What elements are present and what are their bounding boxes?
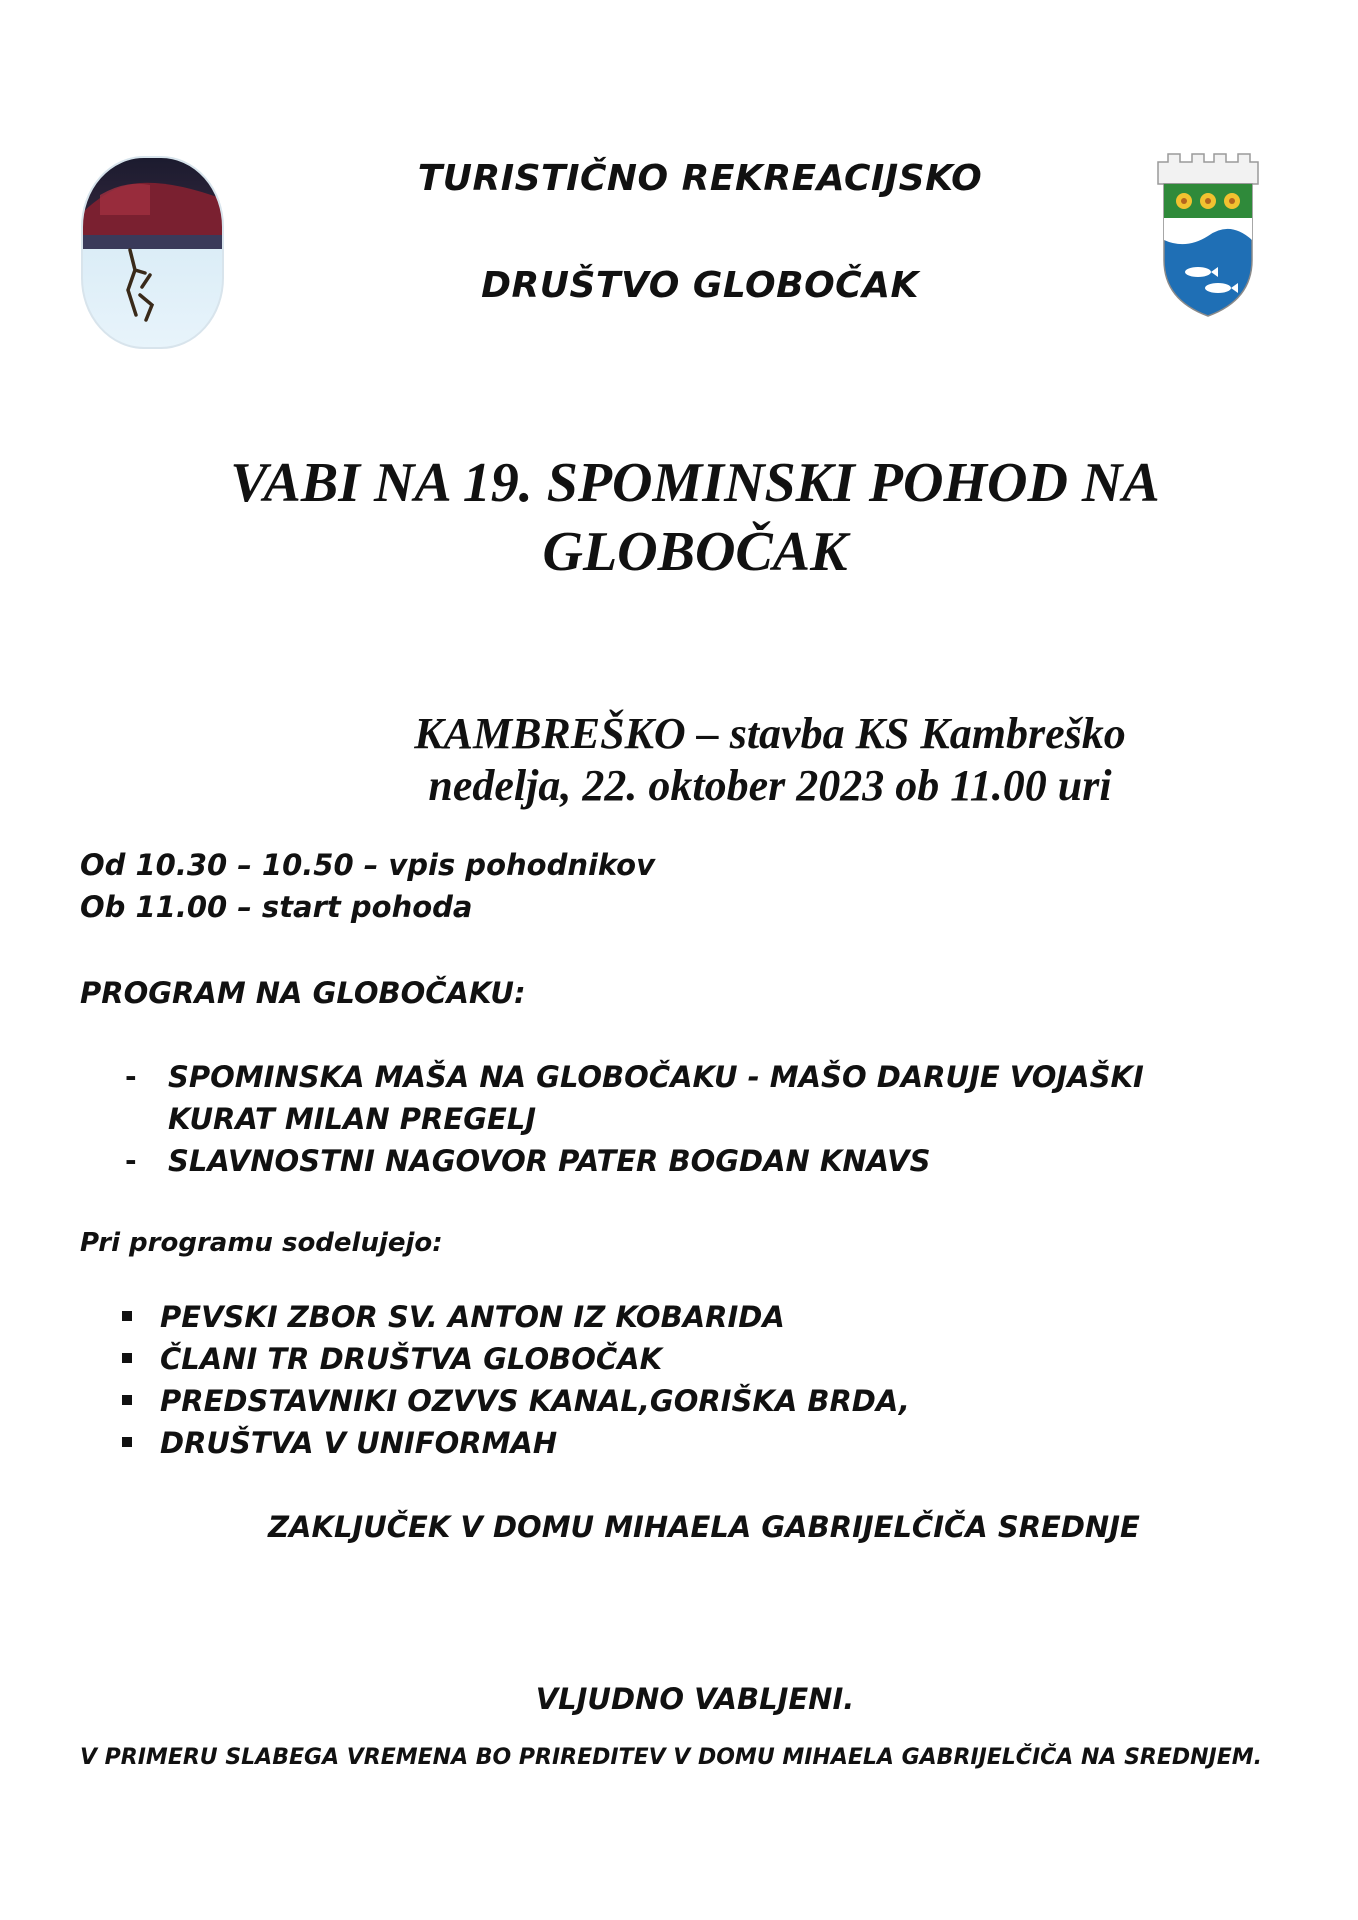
program-item-mass-cont: KURAT MILAN PREGELJ — [168, 1102, 537, 1136]
org-name-line2: DRUŠTVO GLOBOČAK — [481, 265, 919, 306]
square-bullet — [122, 1311, 132, 1321]
event-title-line1: VABI NA 19. SPOMINSKI POHOD NA — [230, 452, 1160, 514]
schedule-item: Ob 11.00 – start pohoda — [80, 890, 473, 924]
participant-item: PEVSKI ZBOR SV. ANTON IZ KOBARIDA — [160, 1300, 785, 1334]
square-bullet — [122, 1437, 132, 1447]
participant-item: ČLANI TR DRUŠTVA GLOBOČAK — [160, 1342, 663, 1376]
program-item-speech: SLAVNOSTNI NAGOVOR PATER BOGDAN KNAVS — [168, 1144, 931, 1178]
club-logo-icon — [80, 155, 225, 350]
participant-item: DRUŠTVA V UNIFORMAH — [160, 1426, 558, 1460]
schedule-item: Od 10.30 – 10.50 – vpis pohodnikov — [80, 848, 655, 882]
org-name-line1: TURISTIČNO REKREACIJSKO — [417, 158, 983, 199]
municipality-coat-of-arms-icon — [1150, 150, 1265, 320]
participants-heading: Pri programu sodelujejo: — [80, 1228, 443, 1258]
square-bullet — [122, 1395, 132, 1405]
program-item-mass: SPOMINSKA MAŠA NA GLOBOČAKU - MAŠO DARUJE VOJAŠKI — [168, 1060, 1144, 1094]
invitation-text: VLJUDNO VABLJENI. — [535, 1682, 855, 1716]
conclusion-note: ZAKLJUČEK V DOMU MIHAELA GABRIJELČIČA SREDNJE — [268, 1510, 1140, 1544]
bad-weather-note: V PRIMERU SLABEGA VREMENA BO PRIREDITEV V DOMU MIHAELA GABRIJELČIČA NA SREDNJEM. — [80, 1745, 1263, 1770]
participant-item: PREDSTAVNIKI OZVVS KANAL,GORIŠKA BRDA, — [160, 1384, 910, 1418]
venue-location: KAMBREŠKO – stavba KS Kambreško — [414, 709, 1126, 758]
dash-bullet: - — [125, 1060, 137, 1093]
program-heading: PROGRAM NA GLOBOČAKU: — [80, 976, 526, 1010]
square-bullet — [122, 1353, 132, 1363]
event-title-line2: GLOBOČAK — [542, 521, 848, 583]
dash-bullet: - — [125, 1144, 137, 1177]
event-date: nedelja, 22. oktober 2023 ob 11.00 uri — [428, 761, 1112, 810]
